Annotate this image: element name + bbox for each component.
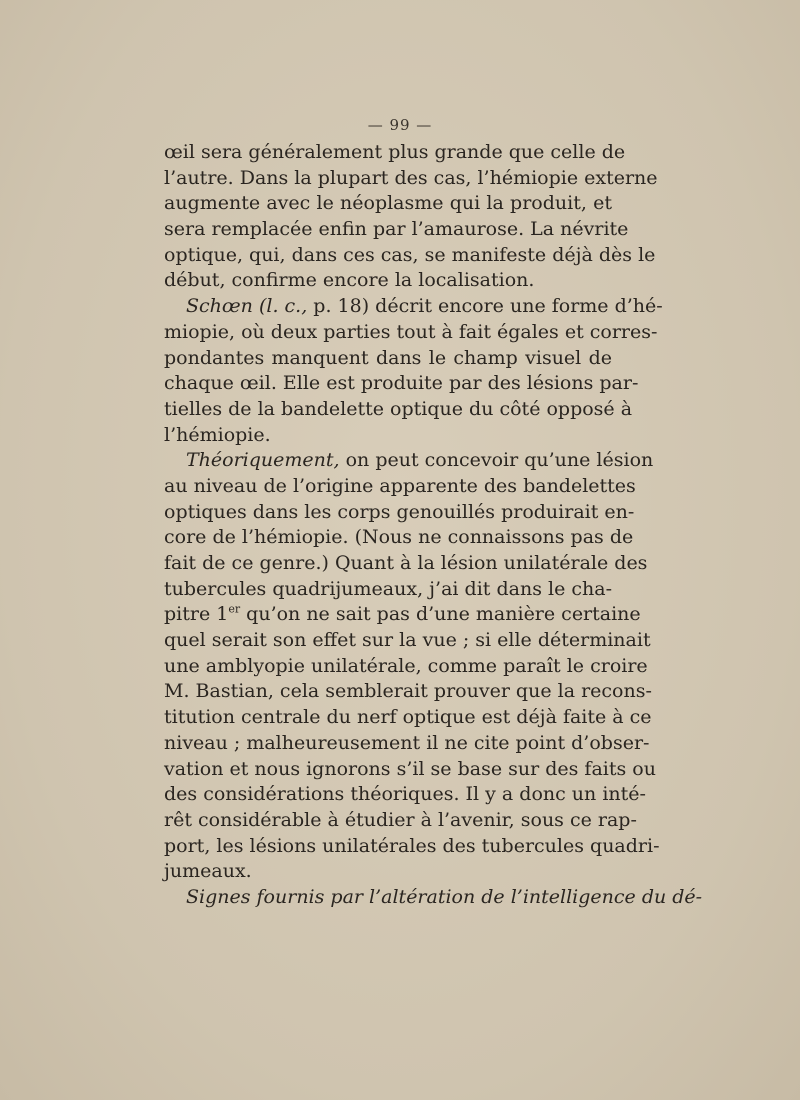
italic-run: Théoriquement, [186,449,340,472]
text-run: qu’on ne sait pas d’une manière certaine [240,603,641,626]
text-run: p. 18) décrit encore une forme d’hé- [307,295,663,318]
text-line: tielles de la bandelette optique du côté opposé à [164,397,633,420]
page-number: — 99 — [367,116,433,134]
body-text [164,140,703,911]
text-line: pondantes manquent dans le champ visuel de [164,346,612,369]
text-line: quel serait son effet sur la vue ; si elle déterminait [164,629,651,652]
text-run: on peut concevoir qu’une lésion [339,449,654,472]
text-line [164,448,654,474]
text-line: début, confirme encore la localisation. [164,269,535,292]
italic-run: Schœn (l. c., [186,295,308,318]
text-line: rêt considérable à étudier à l’avenir, sous ce rap- [164,808,637,831]
text-line [164,602,641,628]
text-line: augmente avec le néoplasme qui la produit, et [164,192,612,215]
text-line: port, les lésions unilatérales des tubercules quadri- [164,834,660,857]
text-line: tubercules quadrijumeaux, j’ai dit dans le cha- [164,577,612,600]
text-line: niveau ; malheureusement il ne cite point d’obser- [164,731,650,754]
text-line: l’hémiopie. [164,423,271,446]
text-line: au niveau de l’origine apparente des bandelettes [164,474,636,497]
text-line: chaque œil. Elle est produite par des lésions par- [164,372,639,395]
superscript: er [228,603,241,617]
text-line: des considérations théoriques. Il y a donc un inté- [164,783,646,806]
text-run: pitre 1 [164,603,229,626]
text-line: une amblyopie unilatérale, comme paraît le croire [164,654,648,677]
text-line: M. Bastian, cela semblerait prouver que la recons- [164,680,652,703]
text-line: titution centrale du nerf optique est déjà faite à ce [164,706,652,729]
text-line: l’autre. Dans la plupart des cas, l’hémiopie externe [164,166,658,189]
text-line: œil sera généralement plus grande que celle de [164,141,626,163]
text-line [164,294,663,320]
text-line: optique, qui, dans ces cas, se manifeste déjà dès le [164,243,656,266]
text-line: optiques dans les corps genouillés produirait en- [164,500,635,523]
text-line [164,885,703,911]
text-line: sera remplacée enfin par l’amaurose. La névrite [164,218,629,241]
text-line: miopie, où deux parties tout à fait égales et corres- [164,320,658,343]
text-line: core de l’hémiopie. (Nous ne connaissons pas de [164,526,634,549]
text-line: vation et nous ignorons s’il se base sur des faits ou [164,757,656,780]
italic-run: Signes fournis par l’altération de l’intelligence du dé- [186,885,703,908]
text-line: fait de ce genre.) Quant à la lésion unilatérale des [164,552,648,574]
text-line: jumeaux. [164,860,252,883]
